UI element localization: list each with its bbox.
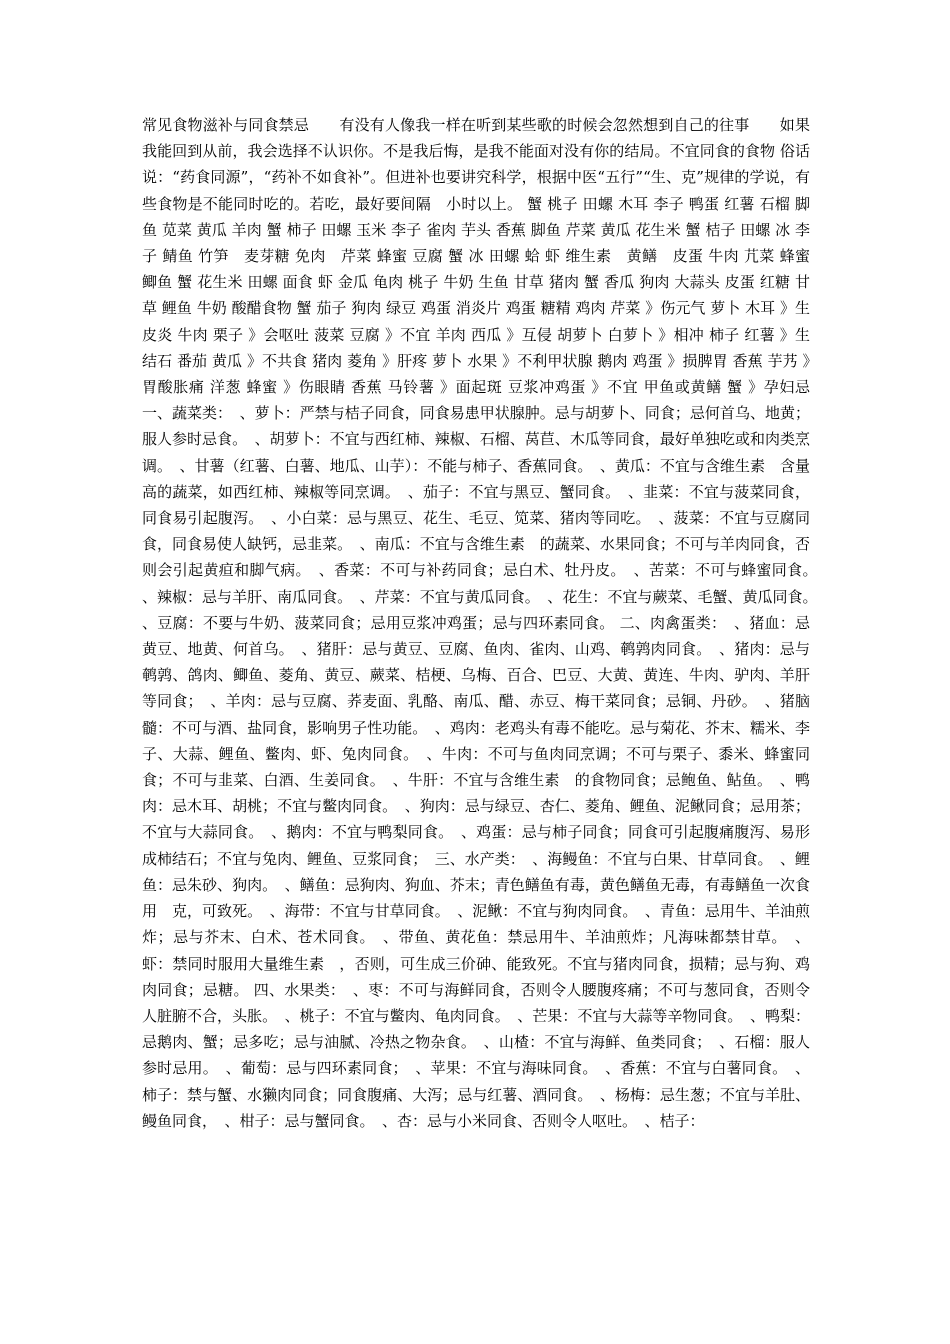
document-page [142, 112, 826, 1332]
document-body-text: 常见食物滋补与同食禁忌 有没有人像我一样在听到某些歌的时候会忽然想到自己的往事 如果我能回到从前，我会选择不认识你。不是我后悔，是我不能面对没有你的结局。不宜同食的食物 俗话说：“药食同源”，“药补不如食补”。但进补也要讲究科学，根据中医“五行”“生、克”规律的学说，有些食物是不能同时吃的。若吃，最好要间隔 小时以上。 蟹 桃子 田螺 木耳 李子 鸭蛋 红薯 石榴 脚鱼 苋菜 黄瓜 羊肉 蟹 柿子 田螺 玉米 李子 雀肉 芋头 香蕉 脚鱼 芹菜 黄瓜 花生米 蟹 桔子 田螺 冰 李子 鲭鱼 竹笋 麦芽糖 免肉 芹菜 蜂蜜 豆腐 蟹 冰 田螺 蛤 虾 维生素 黄鳝 皮蛋 牛肉 芁菜 蜂蜜 鲫鱼 蟹 花生米 田螺 面食 虾 金瓜 龟肉 桃子 牛奶 生鱼 甘草 猪肉 蟹 香瓜 狗肉 大蒜头 皮蛋 红糖 甘草 鲤鱼 牛奶 酸醋食物 蟹 茄子 狗肉 绿豆 鸡蛋 消炎片 鸡蛋 糖精 鸡肉 芹菜 》伤元气 萝卜 木耳 》生皮炎 牛肉 栗子 》会呕吐 菠菜 豆腐 》不宜 羊肉 西瓜 》互侵 胡萝卜 白萝卜 》相冲 柿子 红薯 》生结石 番茄 黄瓜 》不共食 猪肉 菱角 》肝疼 萝卜 水果 》不利甲状腺 鹅肉 鸡蛋 》损脾胃 香蕉 芋艿 》胃酸胀痛 洋葱 蜂蜜 》伤眼睛 香蕉 马铃薯 》面起斑 豆浆冲鸡蛋 》不宜 甲鱼或黄鳝 蟹 》孕妇忌 一、蔬菜类： 、萝卜：严禁与桔子同食，同食易患甲状腺肿。忌与胡萝卜、同食；忌何首乌、地黄；服人参时忌食。 、胡萝卜：不宜与西红柿、辣椒、石榴、莴苣、木瓜等同食，最好单独吃或和肉类烹调。 、甘薯（红薯、白薯、地瓜、山芋）：不能与柿子、香蕉同食。 、黄瓜：不宜与含维生素 含量高的蔬菜，如西红柿、辣椒等同烹调。 、茄子：不宜与黑豆、蟹同食。 、韭菜：不宜与菠菜同食，同食易引起腹泻。 、小白菜：忌与黑豆、花生、毛豆、笕菜、猪肉等同吃。 、菠菜：不宜与豆腐同食，同食易使人缺钙，忌韭菜。 、南瓜：不宜与含维生素 的蔬菜、水果同食；不可与羊肉同食，否则会引起黄疸和脚气病。 、香菜：不可与补药同食；忌白术、牡丹皮。 、苦菜：不可与蜂蜜同食。 、辣椒：忌与羊肝、南瓜同食。 、芹菜：不宜与黄瓜同食。 、花生：不宜与蕨菜、毛蟹、黄瓜同食。 、豆腐：不要与牛奶、菠菜同食；忌用豆浆冲鸡蛋；忌与四环素同食。 二、肉禽蛋类： 、猪血：忌黄豆、地黄、何首乌。 、猪肝：忌与黄豆、豆腐、鱼肉、雀肉、山鸡、鹌鹑肉同食。 、猪肉：忌与鹌鹑、鸽肉、鲫鱼、菱角、黄豆、蕨菜、桔梗、乌梅、百合、巴豆、大黄、黄连、牛肉、驴肉、羊肝等同食； 、羊肉：忌与豆腐、荞麦面、乳酪、南瓜、醋、赤豆、梅干菜同食；忌铜、丹砂。 、猪脑髓：不可与酒、盐同食，影响男子性功能。 、鸡肉：老鸡头有毒不能吃。忌与菊花、芥末、糯米、李子、大蒜、鲤鱼、鳖肉、虾、兔肉同食。 、牛肉：不可与鱼肉同烹调；不可与栗子、黍米、蜂蜜同食；不可与韭菜、白酒、生姜同食。 、牛肝：不宜与含维生素 的食物同食；忌鲍鱼、鲇鱼。 、鸭肉：忌木耳、胡桃；不宜与鳖肉同食。 、狗肉：忌与绿豆、杏仁、菱角、鲤鱼、泥鳅同食；忌用茶；不宜与大蒜同食。 、鹅肉：不宜与鸭梨同食。 、鸡蛋：忌与柿子同食；同食可引起腹痛腹泻、易形成柿结石；不宜与兔肉、鲤鱼、豆浆同食； 三、水产类： 、海鳗鱼：不宜与白果、甘草同食。 、鲤鱼：忌朱砂、狗肉。 、鳝鱼：忌狗肉、狗血、芥末；青色鳝鱼有毒，黄色鳝鱼无毒，有毒鳝鱼一次食用 克，可致死。 、海带：不宜与甘草同食。 、泥鳅：不宜与狗肉同食。 、青鱼：忌用牛、羊油煎炸；忌与芥末、白术、苍术同食。 、带鱼、黄花鱼：禁忌用牛、羊油煎炸；凡海味都禁甘草。 、虾：禁同时服用大量维生素 ，否则，可生成三价砷、能致死。不宜与猪肉同食，损精；忌与狗、鸡肉同食；忌糖。 四、水果类： 、枣：不可与海鲜同食，否则令人腰腹疼痛；不可与葱同食，否则令人脏腑不合，头胀。 、桃子：不宜与鳖肉、龟肉同食。 、芒果：不宜与大蒜等辛物同食。 、鸭梨：忌鹅肉、蟹；忌多吃；忌与油腻、冷热之物杂食。 、山楂：不宜与海鲜、鱼类同食； 、石榴：服人参时忌用。 、葡萄：忌与四环素同食； 、苹果：不宜与海味同食。 、香蕉：不宜与白薯同食。 、柿子：禁与蟹、水獭肉同食；同食腹痛、大泻；忌与红薯、酒同食。 、杨梅：忌生葱；不宜与羊肚、鳗鱼同食， 、柑子：忌与蟹同食。 、杏：忌与小米同食、否则令人呕吐。 、桔子： [142, 116, 826, 1130]
